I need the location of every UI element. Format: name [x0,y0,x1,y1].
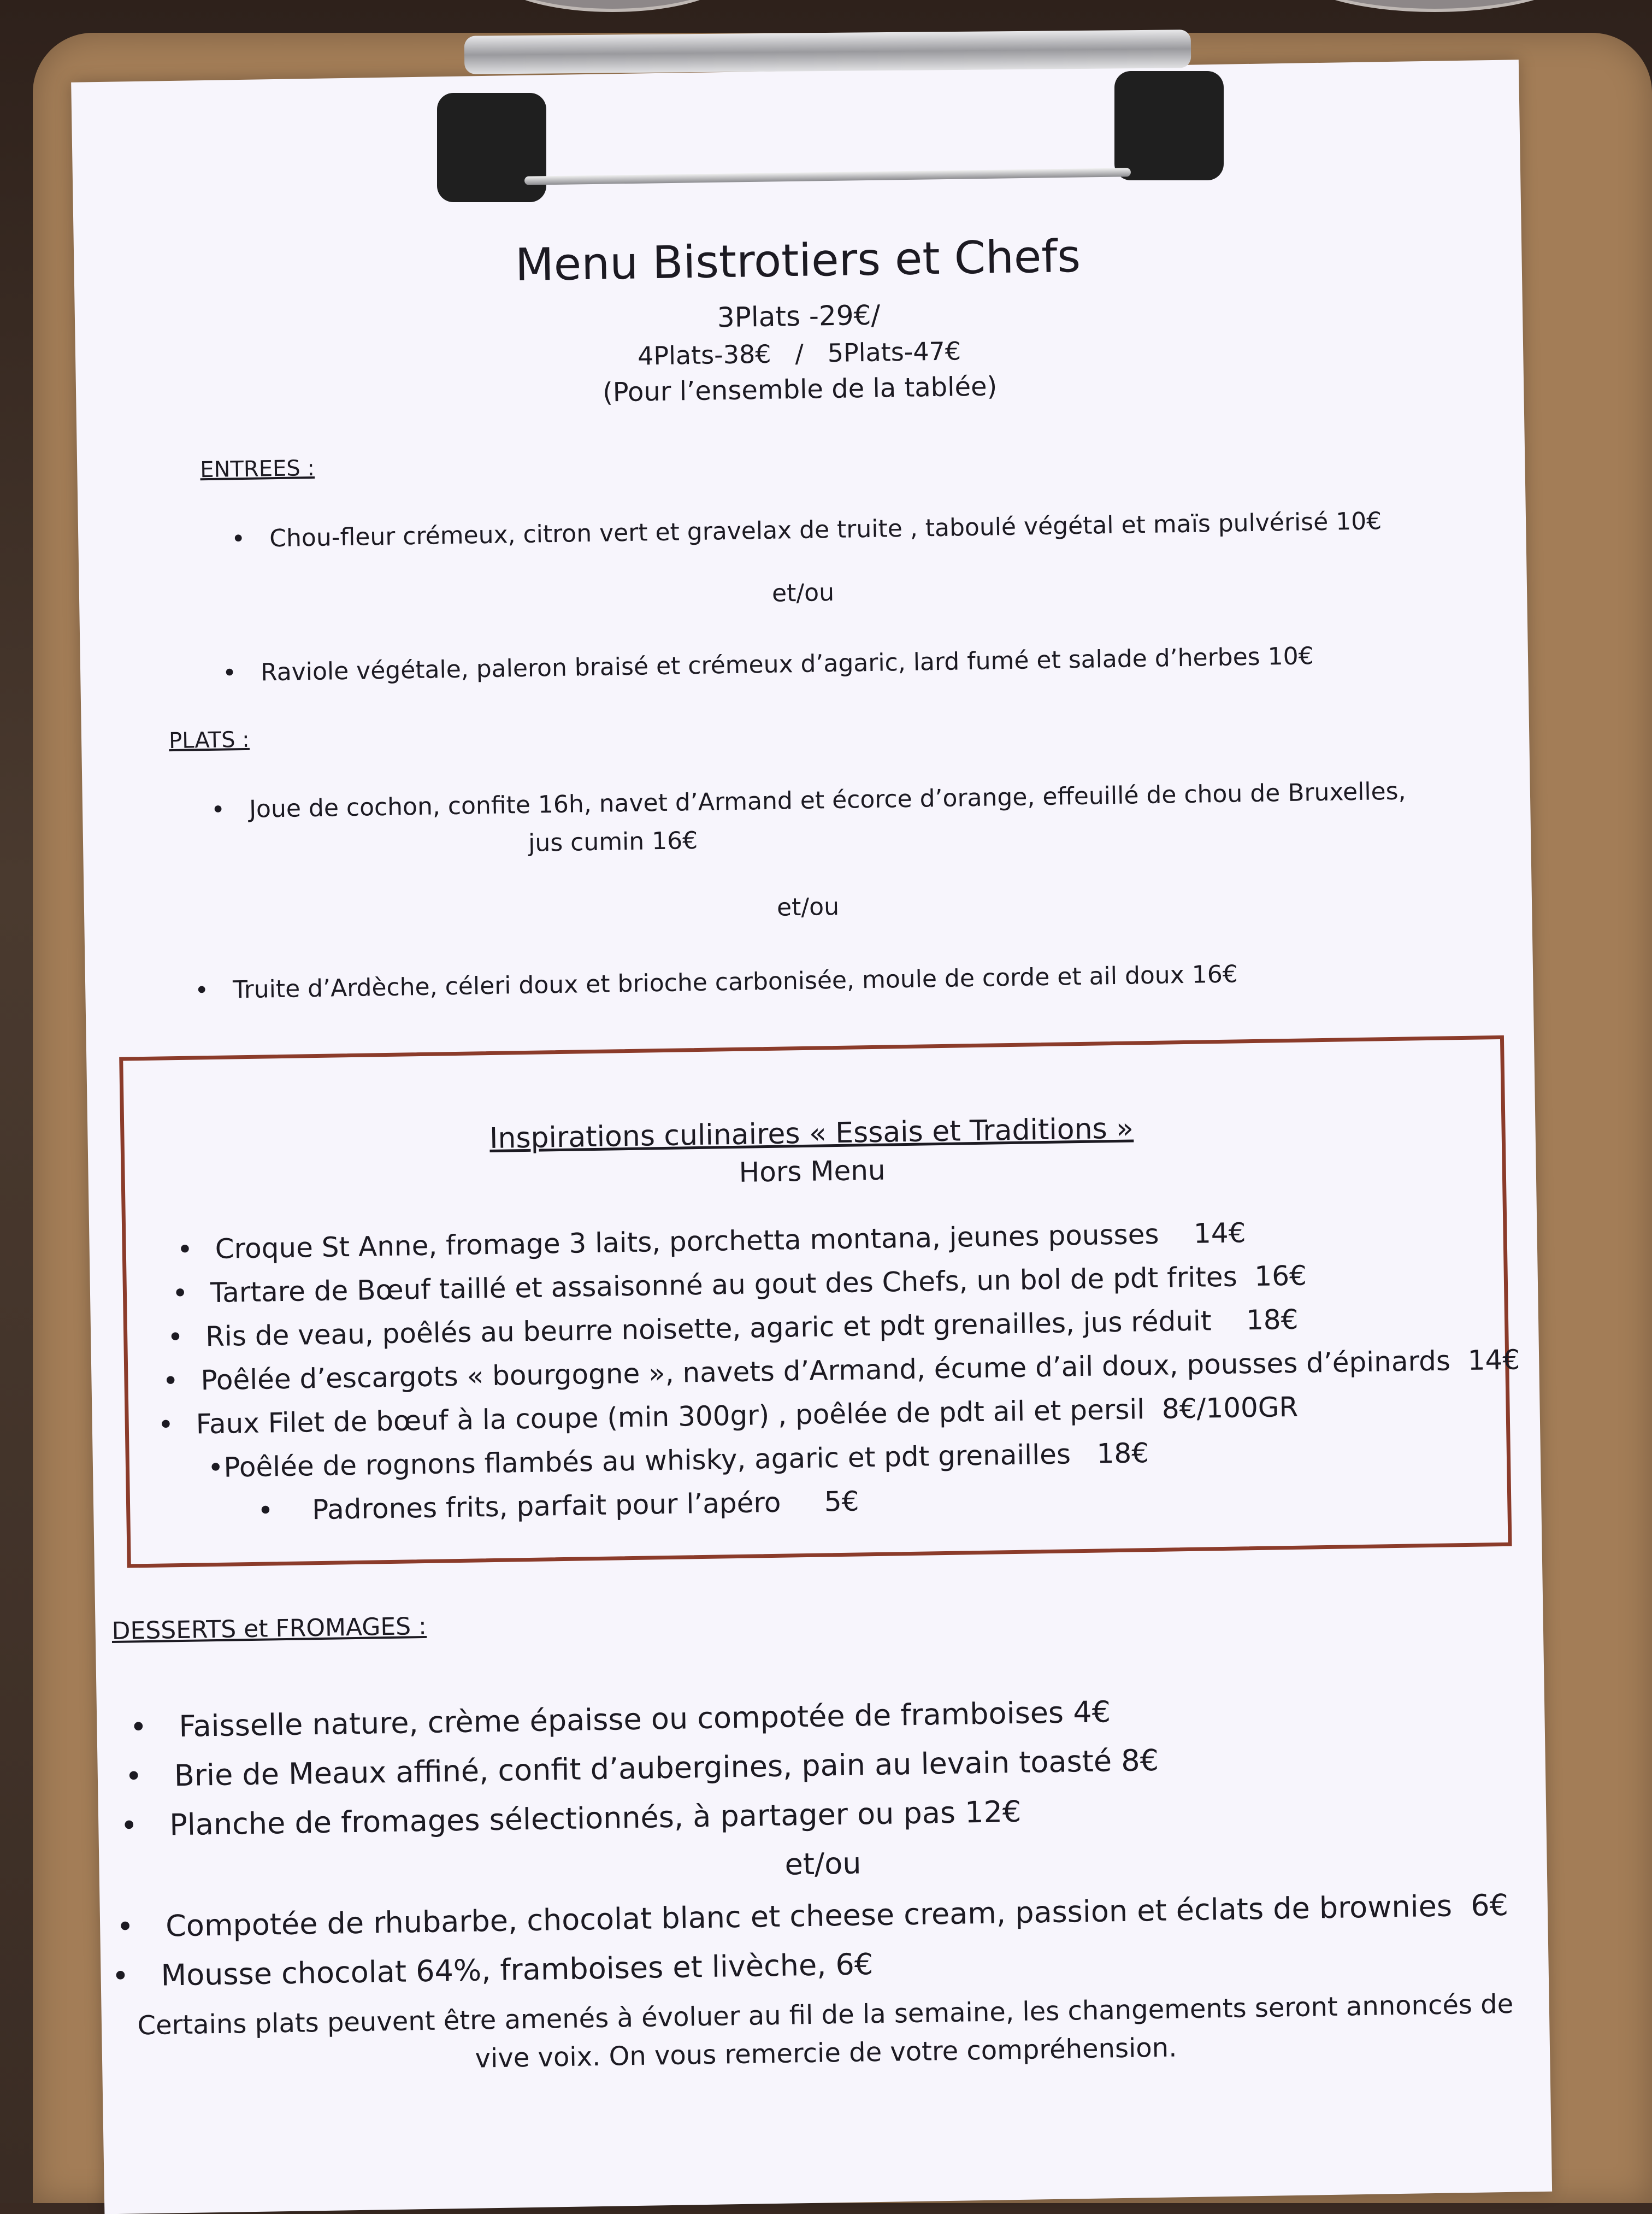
entrees-heading: ENTREES : [199,455,315,483]
menu-title: Menu Bistrotiers et Chefs [515,230,1081,292]
entree-item-text: Chou-fleur crémeux, citron vert et gravelax de truite , taboulé végétal et maïs pulvérisé 10€ [269,507,1382,553]
plats-separator: et/ou [776,892,840,922]
dessert-item-text: Faisselle nature, crème épaisse ou compotée de framboises 4€ [178,1694,1111,1744]
clip-bar [464,30,1191,74]
dessert-item: • Planche de fromages sélectionnés, à partager ou pas 12€ [120,1794,1022,1843]
menu-note-line-2: vive voix. On vous remercie de votre compréhension. [475,2032,1177,2074]
hors-menu-title: Inspirations culinaires « Essais et Traditions » [489,1112,1134,1156]
clip-hinge-right [1114,71,1224,180]
plats-heading: PLATS : [168,727,250,754]
hors-menu-item-text: Ris de veau, poêlés au beurre noisette, agaric et pdt grenailles, jus réduit 18€ [205,1303,1299,1353]
desserts-heading: DESSERTS et FROMAGES : [111,1612,427,1645]
plat-item-continuation: jus cumin 16€ [528,826,698,857]
hors-menu-item-text: Tartare de Bœuf taillé et assaisonné au gout des Chefs, un bol de pdt frites 16€ [210,1259,1307,1309]
price-line-2: 4Plats-38€ / 5Plats-47€ [637,336,961,371]
plat-item: • Joue de cochon, confite 16h, navet d’Armand et écorce d’orange, effeuillé de chou de Bruxelles, [210,777,1406,824]
dessert-item-text: Mousse chocolat 64%, framboises et livèche, 6€ [161,1947,874,1993]
menu-note-line-1: Certains plats peuvent être amenés à évoluer au fil de la semaine, les changements seront annoncés de [137,1988,1514,2041]
entree-item: • Raviole végétale, paleron braisé et crémeux d’agaric, lard fumé et salade d’herbes 10€ [222,642,1314,687]
dessert-item: • Compotée de rhubarbe, chocolat blanc et cheese cream, passion et éclats de brownies 6€ [116,1887,1509,1944]
hors-menu-item-text: Poêlée d’escargots « bourgogne », navets d’Armand, écume d’ail doux, pousses d’épinards 14€ [200,1344,1520,1397]
hors-menu-item-text: Faux Filet de bœuf à la coupe (min 300gr) , poêlée de pdt ail et persil 8€/100GR [196,1391,1299,1440]
dessert-item-text: Planche de fromages sélectionnés, à partager ou pas 12€ [169,1794,1022,1842]
hors-menu-item: • Ris de veau, poêlés au beurre noisette, agaric et pdt grenailles, jus réduit 18€ [167,1303,1299,1353]
hors-menu-item: • Poêlée d’escargots « bourgogne », navets d’Armand, écume d’ail doux, pousses d’épinards 14€ [162,1344,1520,1397]
plat-item-text: Joue de cochon, confite 16h, navet d’Armand et écorce d’orange, effeuillé de chou de Bruxelles, [249,777,1406,823]
dessert-item: • Faisselle nature, crème épaisse ou compotée de framboises 4€ [129,1694,1111,1745]
dessert-item: • Brie de Meaux affiné, confit d’aubergines, pain au levain toasté 8€ [125,1742,1159,1794]
price-line-3: (Pour l’ensemble de la tablée) [602,371,998,408]
hors-menu-item: • Padrones frits, parfait pour l’apéro 5€ [257,1485,859,1527]
entree-item: • Chou-fleur crémeux, citron vert et gravelax de truite , taboulé végétal et maïs pulvérisé 10€ [231,507,1382,554]
dessert-item: • Mousse chocolat 64%, framboises et livèche, 6€ [111,1947,874,1994]
dessert-item-text: Compotée de rhubarbe, chocolat blanc et cheese cream, passion et éclats de brownies 6€ [165,1887,1509,1944]
entree-item-text: Raviole végétale, paleron braisé et crémeux d’agaric, lard fumé et salade d’herbes 10€ [260,642,1314,687]
entrees-separator: et/ou [771,578,835,608]
hors-menu-item: • Tartare de Bœuf taillé et assaisonné au gout des Chefs, un bol de pdt frites 16€ [172,1259,1307,1310]
hors-menu-item-text: Padrones frits, parfait pour l’apéro 5€ [311,1485,859,1526]
plat-item-text: Truite d’Ardèche, céleri doux et brioche carbonisée, moule de corde et ail doux 16€ [232,960,1238,1004]
dessert-item-text: Brie de Meaux affiné, confit d’aubergines, pain au levain toasté 8€ [174,1742,1159,1793]
hors-menu-item: • Croque St Anne, fromage 3 laits, porchetta montana, jeunes pousses 14€ [176,1217,1246,1266]
price-line-1: 3Plats -29€/ [717,299,881,334]
desserts-separator: et/ou [784,1846,862,1882]
clip-hinge-left [437,93,546,202]
plat-item: • Truite d’Ardèche, céleri doux et brioche carbonisée, moule de corde et ail doux 16€ [194,960,1238,1005]
hors-menu-item: •Poêlée de rognons flambés au whisky, agaric et pdt grenailles 18€ [207,1437,1149,1484]
hors-menu-item-text: Croque St Anne, fromage 3 laits, porchetta montana, jeunes pousses 14€ [215,1217,1246,1265]
hors-menu-subtitle: Hors Menu [739,1154,886,1188]
menu-paper [71,60,1552,2214]
hors-menu-item: • Faux Filet de bœuf à la coupe (min 300gr) , poêlée de pdt ail et persil 8€/100GR [157,1391,1299,1441]
